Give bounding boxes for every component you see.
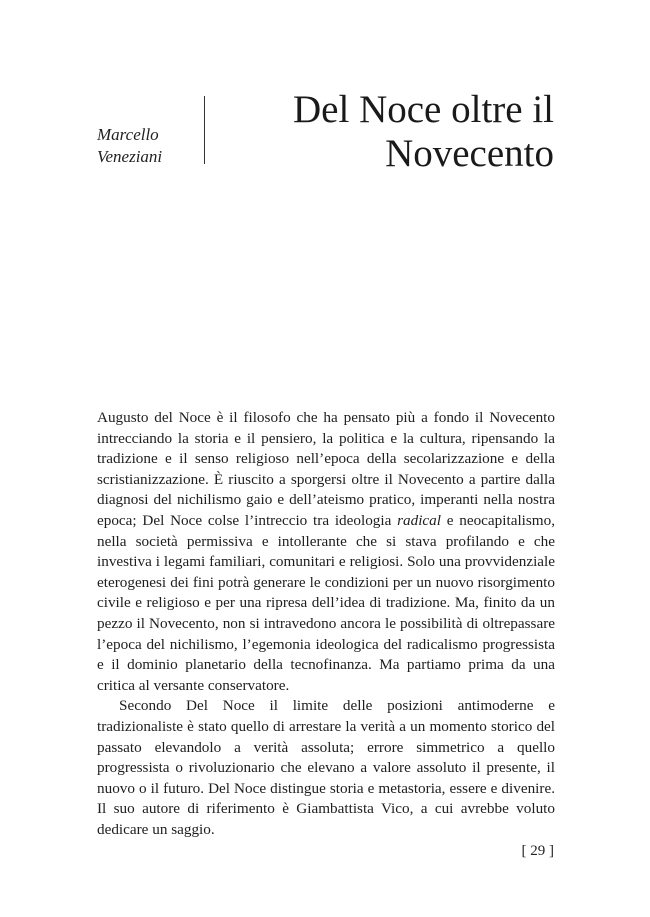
page-number: [ 29 ]: [521, 843, 554, 859]
paragraph-1: [97, 408, 555, 696]
paragraph-1-part-b: e neocapitalismo, nella società permissiva e intollerante che si stava profilando e che investiva i legami familiari, comunitari e religiosi. Solo una provvidenziale eterogenesi dei fini potrà generare le condizioni per un nuovo risorgimento civile e religioso e per una ripresa dell’idea di tradizione. Ma, finito da un pezzo il Novecento, non si intravedono ancora le possibilità di oltrepassare l’epoca del nichilismo, l’egemonia ideologica del radicalismo progressista e il dominio planetario della tecnofinanza. Ma partiamo prima da una critica al versante conservatore.: [97, 511, 555, 694]
chapter-title: [293, 88, 554, 176]
paragraph-1-part-a: Augusto del Noce è il filosofo che ha pensato più a fondo il Novecento intrecciando la storia e il pensiero, la politica e la cultura, ripensando la tradizione e il senso religioso nell’epoca della secolarizzazione e della scristianizzazione. È riuscito a sporgersi oltre il Novecento a partire dalla diagnosi del nichilismo gaio e dell’ateismo pratico, imperanti nella nostra epoca; Del Noce colse l’intreccio tra ideologia: [97, 409, 555, 529]
chapter-title-line-2: Novecento: [385, 132, 554, 175]
paragraph-1-italic-term: radical: [397, 511, 441, 529]
author-name: [97, 124, 162, 168]
body-text: [97, 408, 555, 840]
header-divider: [204, 96, 205, 164]
paragraph-2: Secondo Del Noce il limite delle posizioni antimoderne e tradizionaliste è stato quello di arrestare la verità a un momento storico del passato elevandolo a verità assoluta; errore simmetrico a quello progressista o rivoluzionario che elevano a valore assoluto il presente, il nuovo o il futuro. Del Noce distingue storia e metastoria, essere e divenire. Il suo autore di riferimento è Giambattista Vico, a cui avrebbe voluto dedicare un saggio.: [97, 697, 555, 838]
chapter-title-line-1: Del Noce oltre il: [293, 88, 554, 131]
author-first-name: Marcello: [97, 125, 159, 144]
author-last-name: Veneziani: [97, 147, 163, 166]
